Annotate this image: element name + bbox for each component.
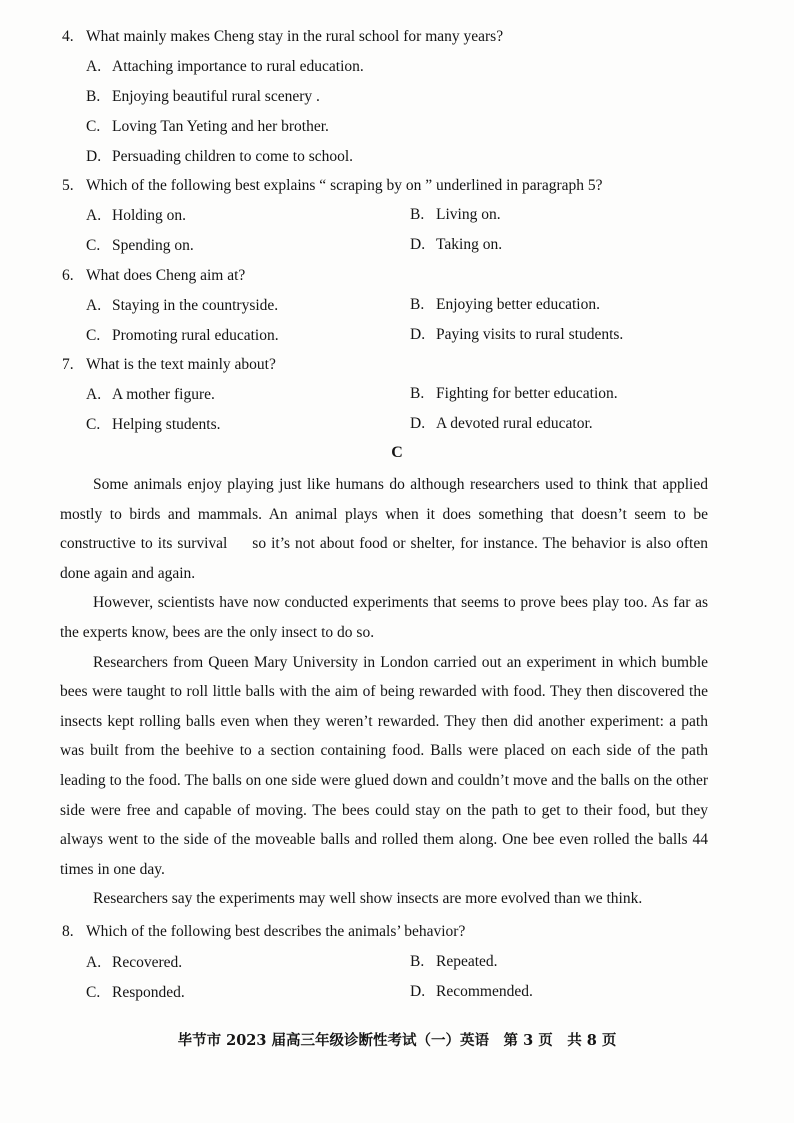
option-text: Staying in the countryside.: [112, 297, 279, 314]
option-letter: D.: [410, 326, 426, 343]
option-text: Helping students.: [112, 416, 221, 433]
question-number: 4.: [62, 28, 74, 45]
question-text: What mainly makes Cheng stay in the rural school for many years?: [86, 28, 504, 45]
q4-option-d[interactable]: [86, 148, 353, 166]
question-number: 7.: [62, 356, 74, 373]
question-text: What does Cheng aim at?: [86, 267, 246, 284]
option-text: Loving Tan Yeting and her brother.: [112, 118, 329, 135]
option-text: Holding on.: [112, 207, 187, 224]
q7-option-d[interactable]: [410, 415, 593, 433]
question-4-stem: [62, 28, 503, 46]
q7-option-c[interactable]: [86, 416, 221, 434]
q5-option-c[interactable]: [86, 237, 194, 255]
q7-option-b[interactable]: [410, 385, 618, 403]
q4-option-c[interactable]: [86, 118, 329, 136]
question-text: Which of the following best explains “ scraping by on ” underlined in paragraph 5?: [86, 177, 603, 194]
option-letter: C.: [86, 416, 101, 433]
option-letter: A.: [86, 207, 102, 224]
q6-option-c[interactable]: [86, 327, 279, 345]
q4-option-b[interactable]: [86, 88, 320, 106]
q5-option-b[interactable]: [410, 206, 501, 224]
question-7-stem: [62, 356, 276, 374]
passage-paragraph-4: Researchers say the experiments may well show insects are more evolved than we think.: [93, 890, 643, 908]
passage-paragraph-2: However, scientists have now conducted experiments that seems to prove bees play too. As far as the experts know, bees are the only insect to do so.: [60, 594, 708, 641]
passage-paragraph-3: Researchers from Queen Mary University in London carried out an experiment in which bumble bees were taught to roll little balls with the aim of being rewarded with food. They then discovered the insects kept rolling balls even when they weren’t rewarded. They then did another experiment: a path was built from the beehive to a section containing food. Balls were placed on each side of the path leading to the food. The balls on one side were glued down and couldn’t move and the balls on the other side were free and capable of moving. The bees could stay on the path to get to their food, but they always went to the side of the moveable balls and rolled them along. One bee even rolled the balls 44 times in one day.: [60, 653, 708, 878]
option-text: Spending on.: [112, 237, 194, 254]
question-number: 8.: [62, 923, 74, 940]
option-letter: B.: [410, 296, 425, 313]
q8-option-c[interactable]: [86, 984, 185, 1002]
question-number: 5.: [62, 177, 74, 194]
q4-option-a[interactable]: [86, 58, 364, 76]
passage-paragraph-1: Some animals enjoy playing just like humans do although researchers used to think that applied mostly to birds and mammals. An animal plays when it does something that doesn’t seem to be constructive to its survival so it’s not about food or shelter, for instance. The behavior is also often done again and again.: [60, 476, 708, 582]
option-text: Repeated.: [436, 953, 498, 970]
option-text: Responded.: [112, 984, 185, 1001]
option-letter: B.: [410, 206, 425, 223]
q8-option-d[interactable]: [410, 983, 533, 1001]
reading-passage: [60, 470, 708, 914]
option-letter: D.: [410, 983, 426, 1000]
q5-option-a[interactable]: [86, 207, 186, 225]
option-letter: A.: [86, 297, 102, 314]
option-text: A mother figure.: [112, 386, 215, 403]
question-8-stem: [62, 923, 465, 941]
option-letter: D.: [410, 415, 426, 432]
question-text: What is the text mainly about?: [86, 356, 276, 373]
question-number: 6.: [62, 267, 74, 284]
section-heading: C: [391, 444, 403, 461]
option-letter: A.: [86, 386, 102, 403]
option-letter: A.: [86, 954, 102, 971]
option-text: Enjoying beautiful rural scenery .: [112, 88, 320, 105]
option-letter: C.: [86, 237, 101, 254]
option-text: Persuading children to come to school.: [112, 148, 354, 165]
option-text: Attaching importance to rural education.: [112, 58, 364, 75]
option-text: Fighting for better education.: [436, 385, 618, 402]
q6-option-b[interactable]: [410, 296, 600, 314]
q6-option-a[interactable]: [86, 297, 278, 315]
option-letter: D.: [86, 148, 102, 165]
option-text: Paying visits to rural students.: [436, 326, 624, 343]
q5-option-d[interactable]: [410, 236, 502, 254]
question-6-stem: [62, 267, 245, 285]
option-letter: A.: [86, 58, 102, 75]
option-text: A devoted rural educator.: [436, 415, 593, 432]
option-letter: C.: [86, 118, 101, 135]
page-footer: 毕节市 2023 届高三年级诊断性考试（一）英语 第 3 页 共 8 页: [177, 1032, 617, 1049]
option-text: Living on.: [436, 206, 501, 223]
q7-option-a[interactable]: [86, 386, 215, 404]
q8-option-b[interactable]: [410, 953, 498, 971]
option-text: Enjoying better education.: [436, 296, 600, 313]
option-text: Recovered.: [112, 954, 183, 971]
q8-option-a[interactable]: [86, 954, 182, 972]
option-letter: B.: [86, 88, 101, 105]
option-letter: B.: [410, 385, 425, 402]
option-text: Promoting rural education.: [112, 327, 279, 344]
option-letter: C.: [86, 327, 101, 344]
option-letter: D.: [410, 236, 426, 253]
q6-option-d[interactable]: [410, 326, 623, 344]
option-text: Taking on.: [436, 236, 503, 253]
option-letter: C.: [86, 984, 101, 1001]
question-5-stem: [62, 177, 603, 195]
option-letter: B.: [410, 953, 425, 970]
question-text: Which of the following best describes the animals’ behavior?: [86, 923, 466, 940]
option-text: Recommended.: [436, 983, 533, 1000]
